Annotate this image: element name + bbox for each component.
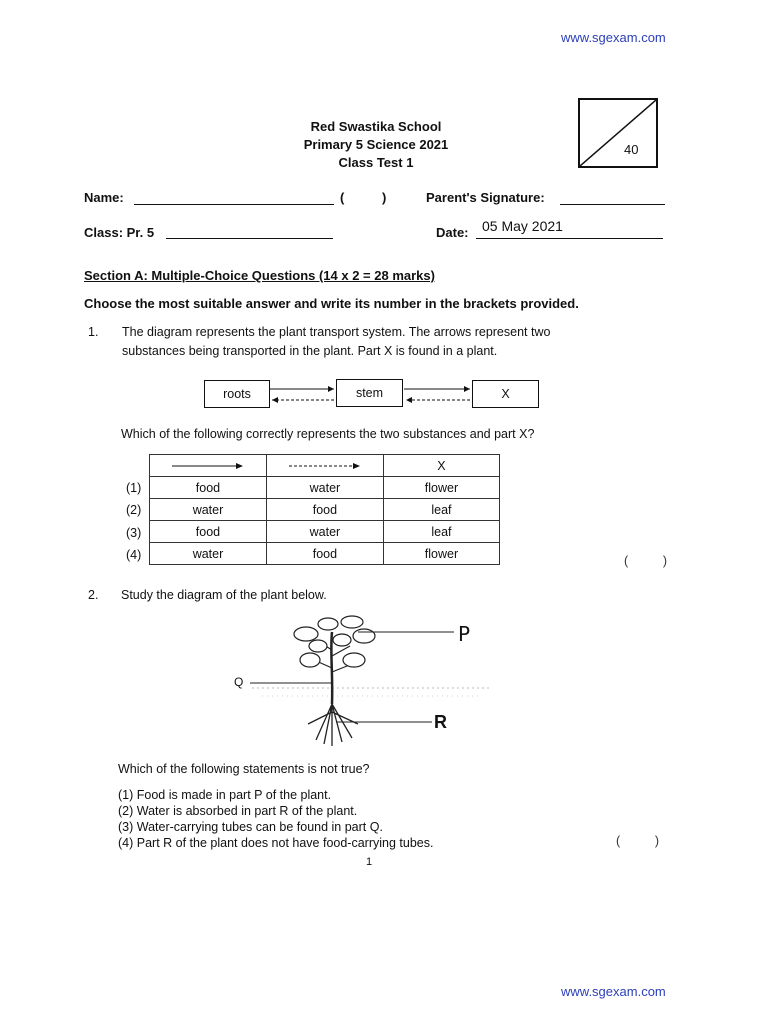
q2-number: 2. [88,588,99,602]
section-a-title: Section A: Multiple-Choice Questions (14 x 2 = 28 marks) [84,268,435,283]
label-r: R [434,712,447,732]
solid-arrow-icon [172,462,244,470]
table-cell: water [266,521,383,543]
q1-text-line2: substances being transported in the plant. Part X is found in a plant. [122,344,498,358]
plant-diagram [232,612,494,758]
option-number: (2) [126,503,142,517]
q1-text-line1: The diagram represents the plant transport system. The arrows represent two [122,325,551,339]
plant-drawing [232,612,494,758]
date-value: 05 May 2021 [482,218,563,234]
section-a-instruction: Choose the most suitable answer and write its number in the brackets provided. [84,296,579,311]
class-field[interactable] [166,238,333,239]
diagram-arrows [270,380,472,410]
score-box [578,98,658,168]
q2-question: Which of the following statements is not true? [118,762,370,776]
register-bracket-close: ) [382,190,387,205]
school-name: Red Swastika School [310,119,442,134]
q2-text: Study the diagram of the plant below. [121,588,327,602]
header-solid-arrow-cell [150,455,267,477]
diagram-stem-box: stem [336,379,403,407]
table-cell: water [266,477,383,499]
parent-signature-label: Parent's Signature: [426,190,545,205]
table-cell: food [266,499,383,521]
q1-question: Which of the following correctly represents the two substances and part X? [121,427,535,441]
q2-option-3: (3) Water-carrying tubes can be found in part Q. [118,820,383,834]
table-row [150,499,500,521]
website-url-top[interactable]: www.sgexam.com [561,30,666,45]
q1-options-table [149,454,500,565]
test-title: Class Test 1 [338,155,414,170]
table-row [150,543,500,565]
score-total: 40 [624,142,639,157]
name-field[interactable] [134,204,334,205]
table-cell: food [150,521,267,543]
dashed-arrow-icon [289,462,361,470]
q2-option-1: (1) Food is made in part P of the plant. [118,788,332,802]
diagram-x-box: X [472,380,539,408]
option-number: (1) [126,481,142,495]
table-cell: leaf [383,521,499,543]
name-label: Name: [84,190,124,205]
option-number: (3) [126,526,142,540]
diagram-roots-box: roots [204,380,270,408]
date-field[interactable] [476,238,663,239]
table-header-row [150,455,500,477]
table-cell: food [150,477,267,499]
q2-option-2: (2) Water is absorbed in part R of the plant. [118,804,358,818]
table-cell: leaf [383,499,499,521]
page-number: 1 [366,856,373,868]
q1-number: 1. [88,325,99,339]
header-dashed-arrow-cell [266,455,383,477]
table-cell: flower [383,477,499,499]
subject-title: Primary 5 Science 2021 [303,137,449,152]
header-x-cell: X [383,455,499,477]
score-diagonal [580,100,656,166]
option-number: (4) [126,548,142,562]
table-row [150,521,500,543]
class-label: Class: Pr. 5 [84,225,155,240]
table-cell: flower [383,543,499,565]
table-cell: food [266,543,383,565]
date-label: Date: [436,225,469,240]
q2-answer-brackets[interactable]: ( ) [616,834,660,848]
q2-option-4: (4) Part R of the plant does not have food-carrying tubes. [118,836,434,850]
table-cell: water [150,543,267,565]
parent-signature-field[interactable] [560,204,665,205]
table-cell: water [150,499,267,521]
label-p: P [458,622,471,646]
register-bracket-open: ( [340,190,345,205]
website-url-bottom[interactable]: www.sgexam.com [561,984,666,999]
table-row [150,477,500,499]
q1-answer-brackets[interactable]: ( ) [624,554,668,568]
label-q: Q [234,675,244,689]
